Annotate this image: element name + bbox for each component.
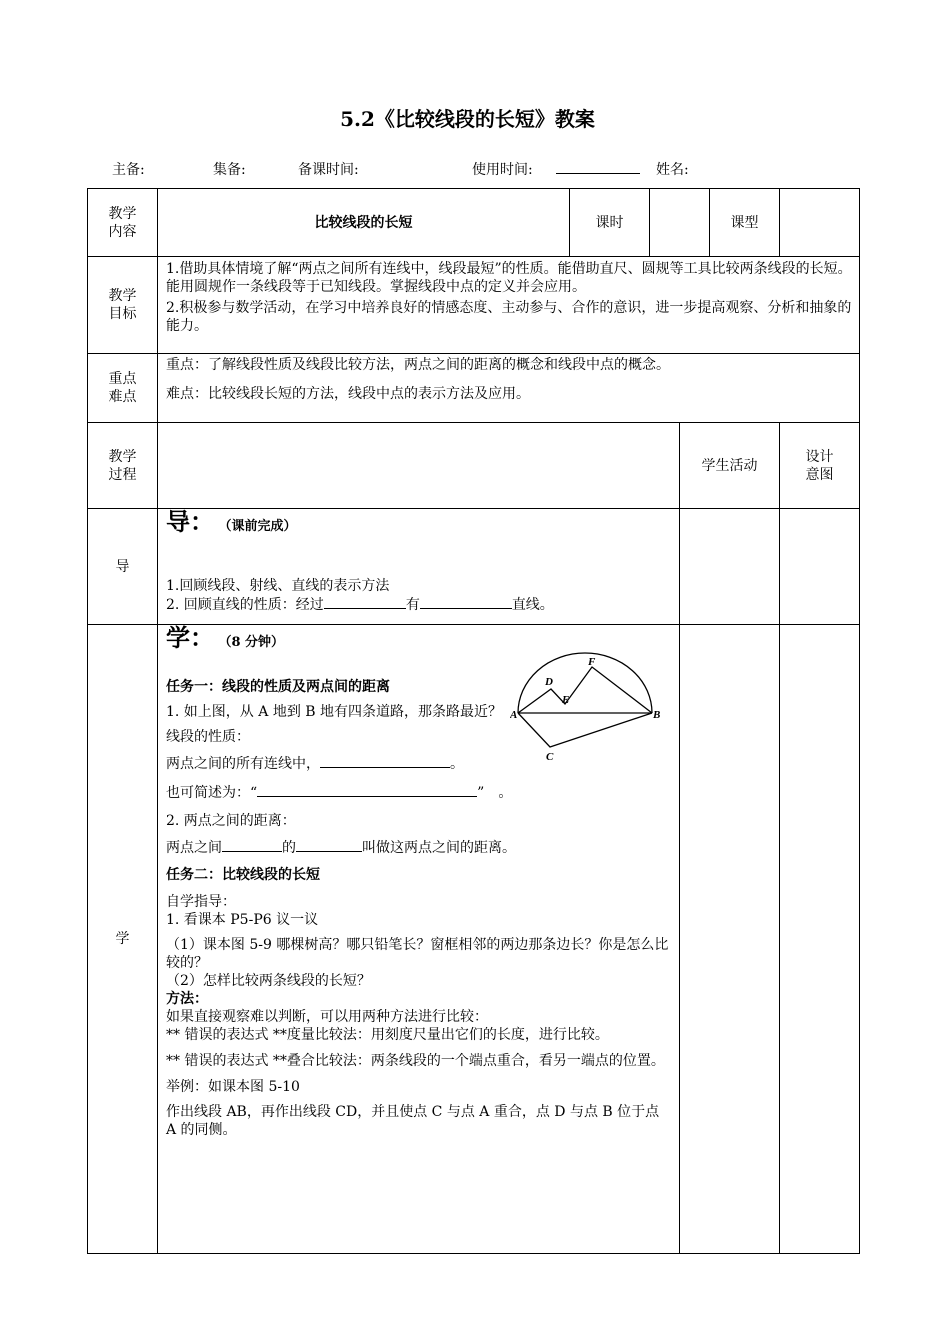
xue-design-intent[interactable]: [780, 625, 860, 1254]
info-shiyong-blank[interactable]: [556, 159, 640, 178]
question-1: 1. 如上图，从 A 地到 B 地有四条道路，那条路最近？: [166, 704, 503, 720]
point-a-label: A: [510, 709, 518, 721]
task-1-title: 任务一：线段的性质及两点间的距离: [166, 679, 390, 695]
row-xue: [88, 625, 860, 1254]
row-process-header: [88, 423, 860, 509]
dao-note: （课前完成）: [218, 519, 297, 534]
info-jibei: 集备:: [213, 162, 246, 178]
sub-question-2: （2）怎样比较两条线段的长短？: [166, 973, 371, 989]
arc-path: [518, 653, 652, 713]
segment-property-line-2: 也可简述为：“ ” 。: [166, 785, 513, 801]
xue-heading: 学：: [166, 623, 214, 652]
info-zhubei: 主备:: [112, 162, 145, 178]
task-2-title: 任务二：比较线段的长短: [166, 867, 320, 883]
row-goals: [88, 257, 860, 354]
document-title: 5.2《比较线段的长短》教案: [340, 107, 595, 131]
label-goals: 教学目标: [88, 257, 158, 354]
label-xue: 学: [88, 625, 158, 1254]
point-e-label: E: [562, 694, 570, 706]
goals-cell: [158, 257, 860, 354]
point-f-label: F: [588, 656, 596, 668]
method-heading: 方法：: [166, 991, 208, 1007]
row-content: [88, 189, 860, 257]
key-points-cell: [158, 354, 860, 423]
point-b-label: B: [653, 709, 661, 721]
kexing-value[interactable]: [780, 189, 860, 257]
row-key-points: [88, 354, 860, 423]
goal-2: 2.积极参与数学活动，在学习中培养良好的情感态度、主动参与、合作的意识，进一步提高观察、分析和抽象的能力。: [166, 300, 852, 334]
dao-student-activity[interactable]: [680, 509, 780, 625]
row-dao: [88, 509, 860, 625]
blank-property-1[interactable]: [320, 754, 450, 768]
blank-dao-2[interactable]: [420, 595, 512, 609]
label-kexing: 课型: [710, 189, 780, 257]
example-text: 作出线段 AB，再作出线段 CD，并且使点 C 与点 A 重合，点 D 与点 B 位于点 A 的同侧。: [166, 1104, 660, 1138]
xue-note: （8 分钟）: [218, 635, 285, 650]
distance-heading: 2. 两点之间的距离：: [166, 813, 296, 829]
self-study-guide: 自学指导：: [166, 894, 236, 910]
process-content-header: [158, 423, 680, 509]
info-beike: 备课时间:: [298, 162, 359, 178]
segment-property-heading: 线段的性质：: [166, 729, 250, 745]
point-c-label: C: [546, 751, 554, 763]
paths-figure: [510, 651, 662, 763]
info-xingming: 姓名:: [656, 162, 689, 178]
keshi-value[interactable]: [650, 189, 710, 257]
label-keshi: 课时: [570, 189, 650, 257]
segment-property-line-1: 两点之间的所有连线中， 。: [166, 756, 464, 772]
label-student-activity: 学生活动: [680, 423, 780, 509]
label-key-points: 重点难点: [88, 354, 158, 423]
xue-content: [158, 625, 680, 1254]
xue-student-activity[interactable]: [680, 625, 780, 1254]
dao-line-2: 2. 回顾直线的性质：经过 有 直线。: [166, 597, 554, 613]
info-shiyong: 使用时间:: [472, 162, 533, 178]
key-point: 重点：了解线段性质及线段比较方法，两点之间的距离的概念和线段中点的概念。: [166, 357, 670, 373]
point-d-label: D: [545, 676, 553, 688]
sub-question-1: （1）课本图 5-9 哪棵树高？哪只铅笔长？窗框相邻的两边那条边长？你是怎么比较的？: [166, 937, 669, 971]
label-content: 教学内容: [88, 189, 158, 257]
lesson-plan-table: [87, 188, 860, 1254]
distance-line: 两点之间 的 叫做这两点之间的距离。: [166, 840, 516, 856]
method-1: ** 错误的表达式 **度量比较法：用刻度尺量出它们的长度，进行比较。: [166, 1027, 609, 1043]
dao-heading: 导：: [166, 507, 214, 536]
method-2: ** 错误的表达式 **叠合比较法：两条线段的一个端点重合，看另一端点的位置。: [166, 1053, 665, 1069]
lesson-topic: 比较线段的长短: [158, 189, 570, 257]
difficult-point: 难点：比较线段长短的方法，线段中点的表示方法及应用。: [166, 386, 530, 402]
broken-path-c: [518, 713, 652, 747]
blank-property-2[interactable]: [257, 783, 477, 797]
goal-1: 1.借助具体情境了解“两点之间所有连线中，线段最短”的性质。能借助直尺、圆规等工具比较两条线段的长短。能用圆规作一条线段等于已知线段。掌握线段中点的定义并会应用。: [166, 261, 852, 295]
blank-distance-1[interactable]: [222, 838, 282, 852]
dao-content: [158, 509, 680, 625]
example-heading: 举例：如课本图 5-10: [166, 1079, 300, 1095]
dao-line-1: 1.回顾线段、射线、直线的表示方法: [166, 578, 390, 594]
dao-design-intent[interactable]: [780, 509, 860, 625]
broken-path-def: [518, 667, 652, 713]
label-dao: 导: [88, 509, 158, 625]
blank-dao-1[interactable]: [324, 595, 406, 609]
blank-distance-2[interactable]: [296, 838, 362, 852]
label-design-intent: 设计意图: [780, 423, 860, 509]
method-intro: 如果直接观察难以判断，可以用两种方法进行比较：: [166, 1009, 488, 1025]
label-process: 教学过程: [88, 423, 158, 509]
read-textbook: 1. 看课本 P5-P6 议一议: [166, 912, 319, 928]
